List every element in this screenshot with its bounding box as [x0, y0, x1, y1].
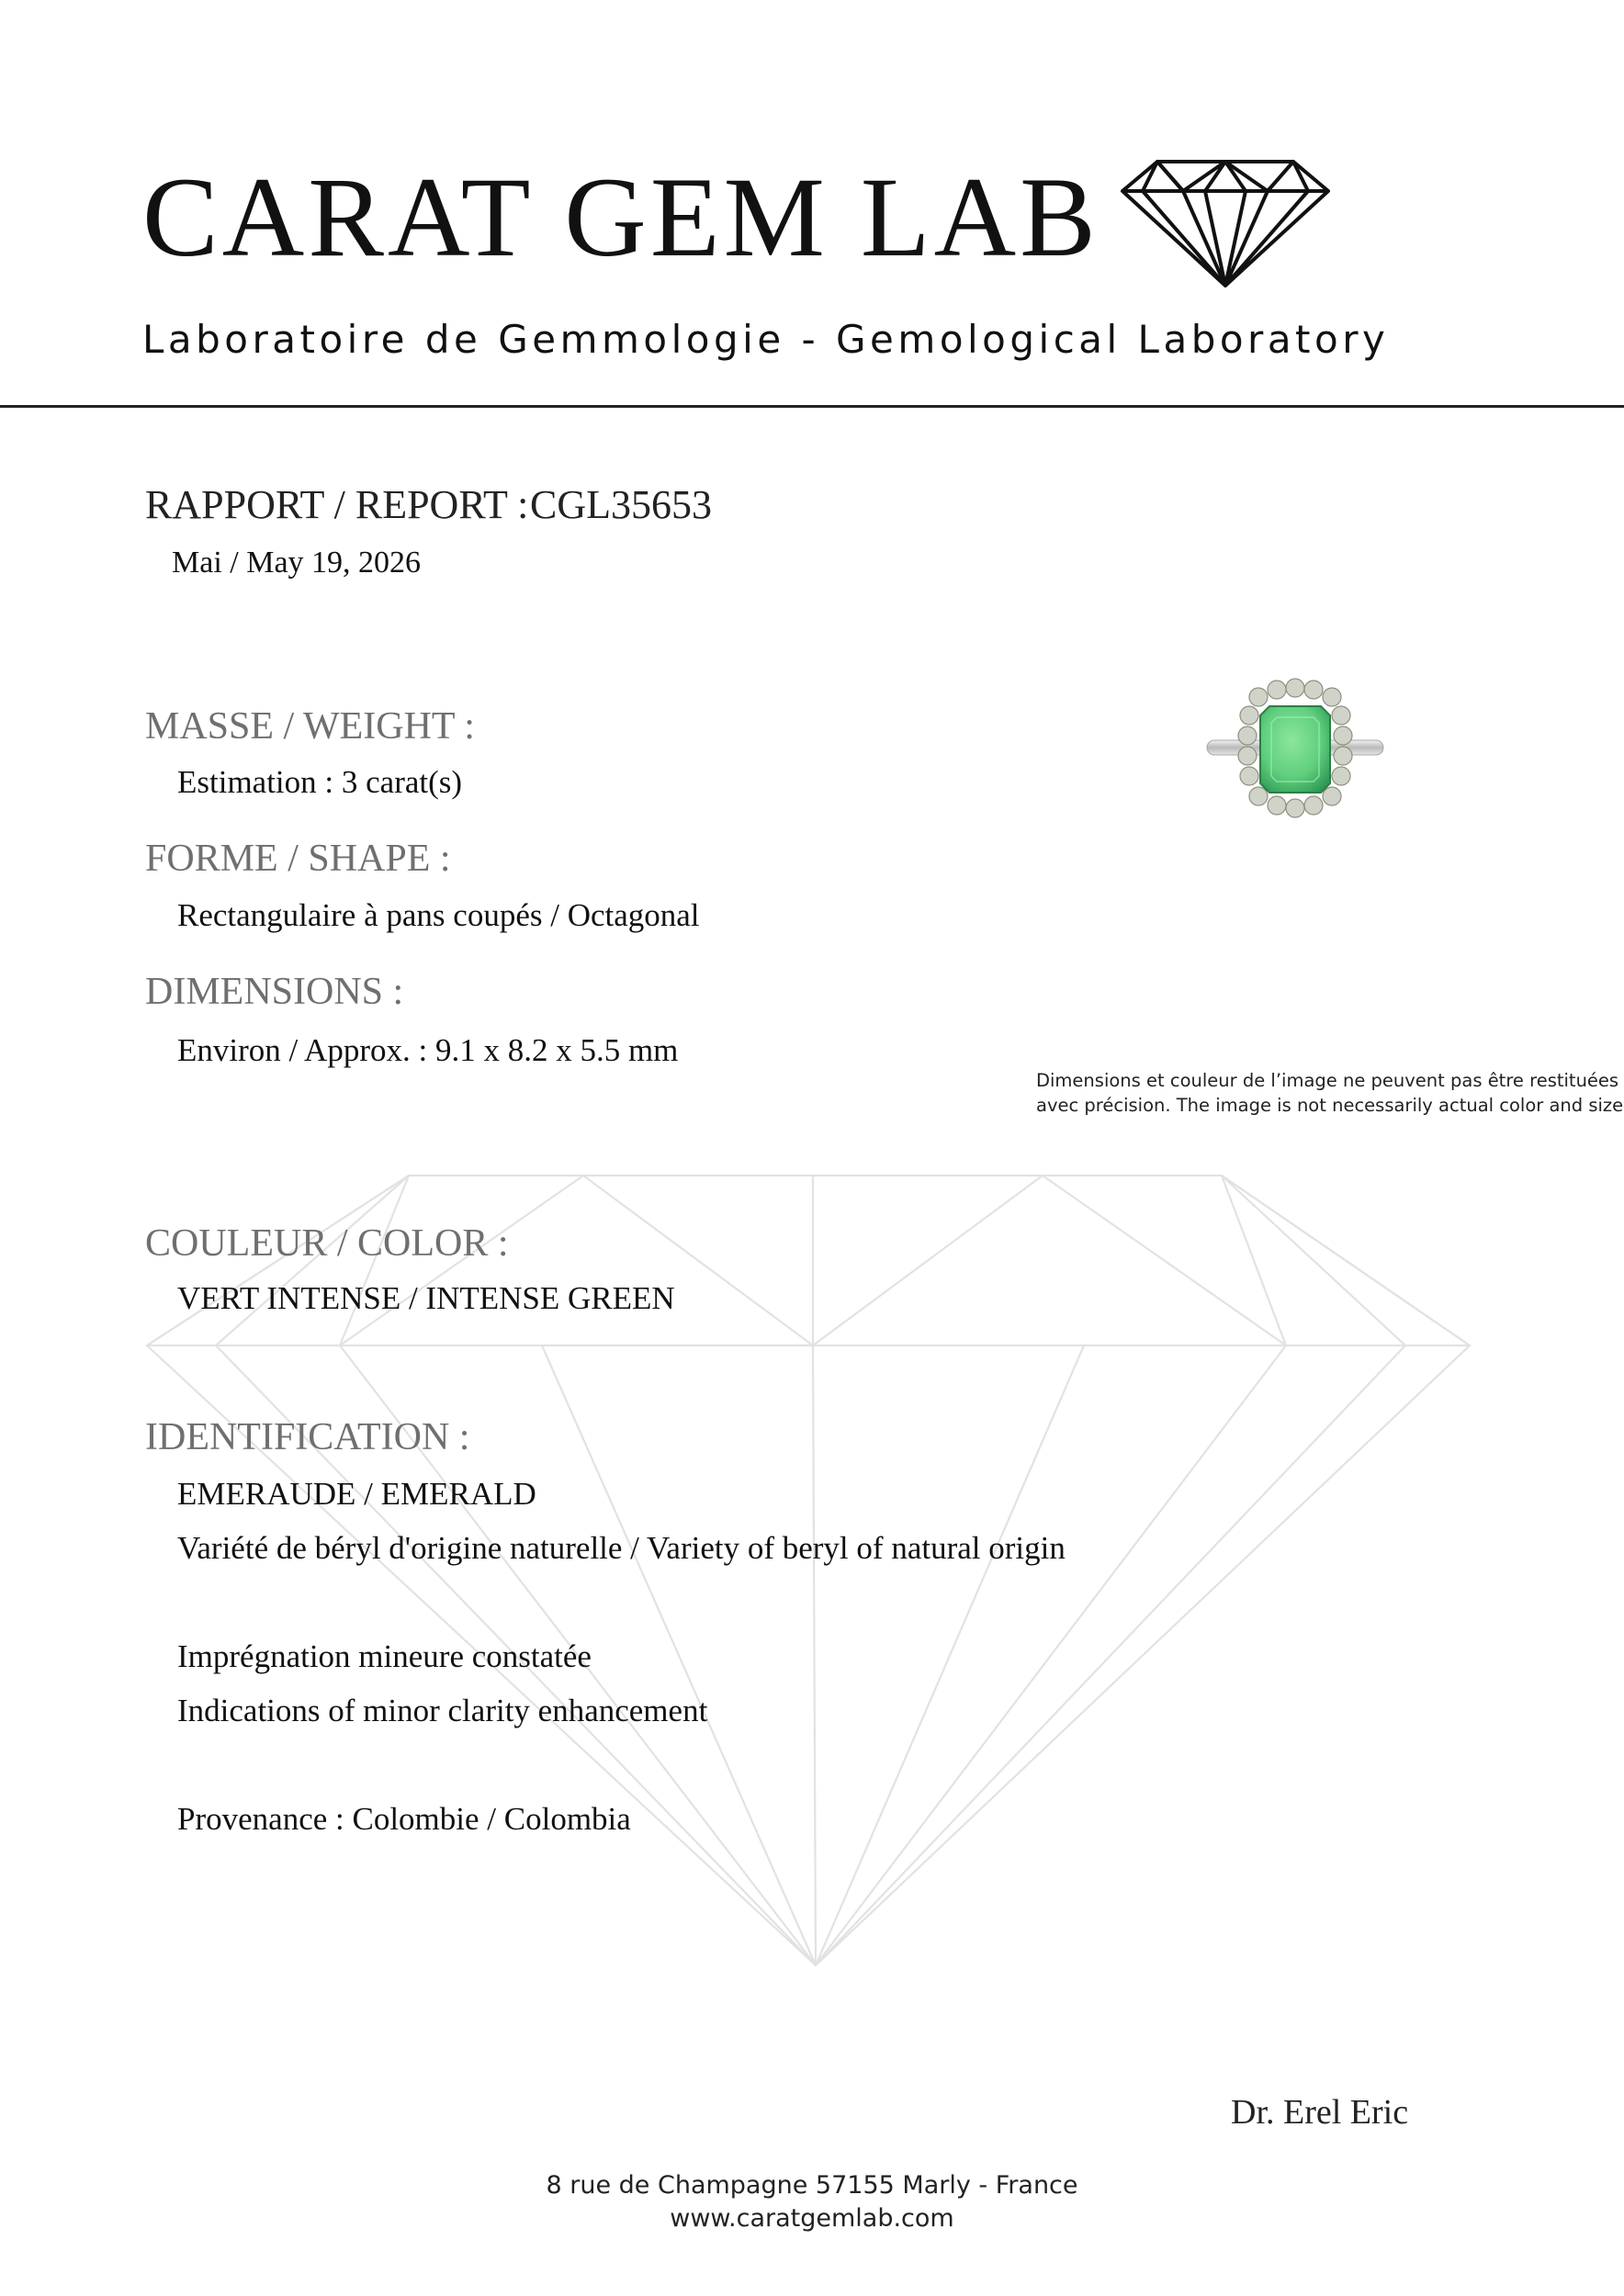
- emerald-ring-photo: [1203, 675, 1387, 822]
- identification-label: IDENTIFICATION :: [145, 1416, 470, 1458]
- lab-tagline: Laboratoire de Gemmologie - Gemological Laboratory: [142, 317, 1390, 362]
- provenance-value: Provenance : Colombie / Colombia: [177, 1801, 631, 1837]
- header-divider: [0, 405, 1624, 408]
- report-label: RAPPORT / REPORT :: [145, 482, 529, 527]
- shape-label: FORME / SHAPE :: [145, 838, 451, 880]
- weight-value: Estimation : 3 carat(s): [177, 764, 463, 800]
- image-disclaimer: [1036, 1068, 1623, 1118]
- color-value: VERT INTENSE / INTENSE GREEN: [177, 1280, 675, 1316]
- report-number: CGL35653: [530, 482, 712, 527]
- image-disclaimer-line-1: Dimensions et couleur de l’image ne peuvent pas être restituées: [1036, 1070, 1619, 1091]
- lab-brand-title: CARAT GEM LAB: [142, 154, 1100, 280]
- variety-value: Variété de béryl d'origine naturelle / Variety of beryl of natural origin: [177, 1530, 1066, 1566]
- report-date: Mai / May 19, 2026: [172, 546, 422, 580]
- weight-label: MASSE / WEIGHT :: [145, 705, 475, 748]
- treatment-en: Indications of minor clarity enhancement: [177, 1693, 708, 1728]
- footer-website[interactable]: www.caratgemlab.com: [670, 2204, 954, 2233]
- dimensions-value: Environ / Approx. : 9.1 x 8.2 x 5.5 mm: [177, 1032, 679, 1068]
- species-value: EMERAUDE / EMERALD: [177, 1476, 536, 1512]
- shape-value: Rectangulaire à pans coupés / Octagonal: [177, 897, 700, 933]
- treatment-fr: Imprégnation mineure constatée: [177, 1638, 592, 1674]
- diamond-outline-icon: [1119, 156, 1332, 289]
- color-label: COULEUR / COLOR :: [145, 1222, 509, 1265]
- signatory-name: Dr. Erel Eric: [1231, 2093, 1409, 2132]
- footer-address: 8 rue de Champagne 57155 Marly - France: [546, 2171, 1078, 2200]
- image-disclaimer-line-2: avec précision. The image is not necessarily actual color and size: [1036, 1095, 1624, 1116]
- dimensions-label: DIMENSIONS :: [145, 971, 404, 1013]
